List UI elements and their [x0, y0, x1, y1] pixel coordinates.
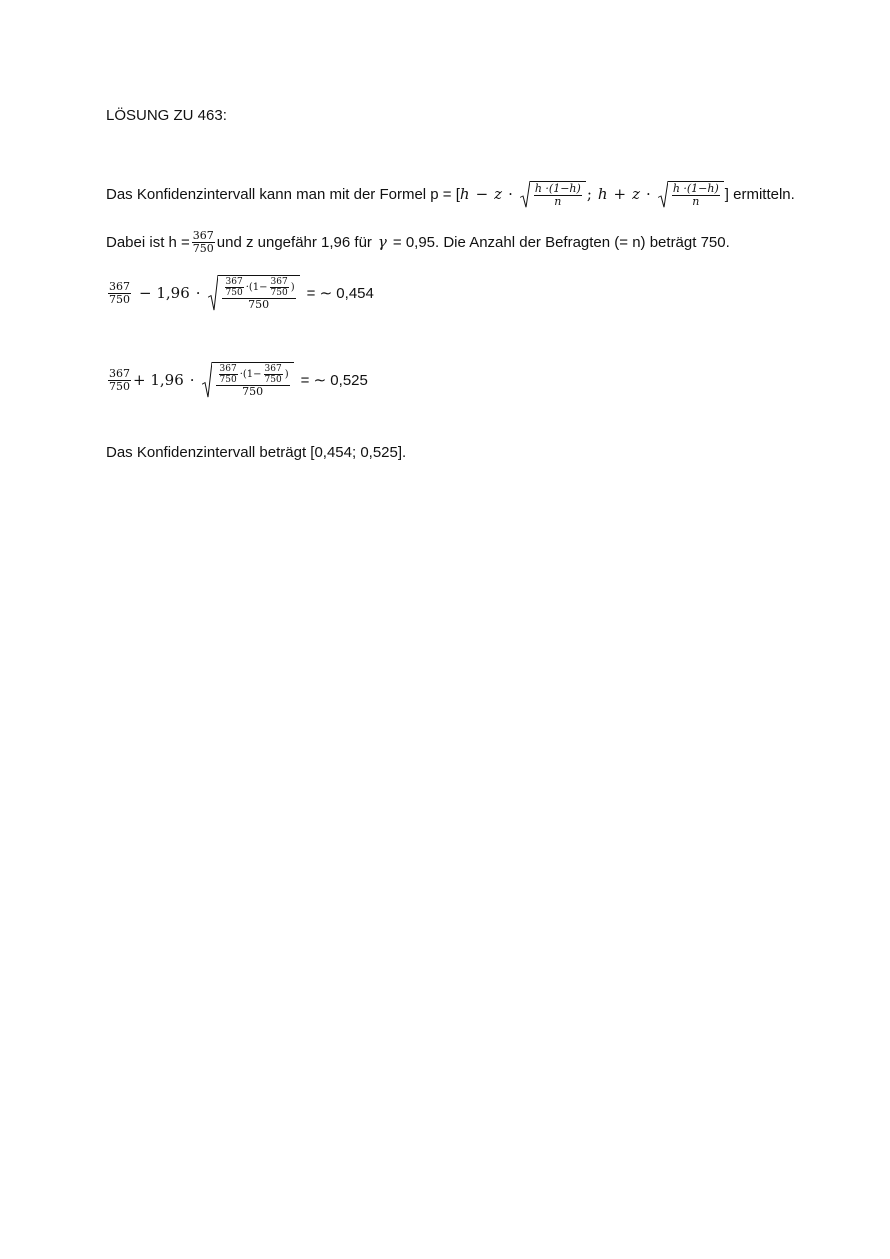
given-line	[106, 226, 730, 258]
page-heading: LÖSUNG ZU 463:	[106, 107, 227, 124]
upper-dot: ·	[189, 371, 195, 389]
formula-fraction-2: $\frac{h \cdot(1-h)}{n}$	[672, 181, 719, 208]
conclusion-text: Das Konfidenzintervall beträgt [0,454; 0,525].	[106, 444, 407, 461]
formula-separator: ;	[586, 185, 592, 203]
formula-z-2: z	[632, 185, 641, 203]
upper-outer-fraction: $\frac{367}{750}$ ·(1− $\frac{367}{750}$ ) 750	[216, 364, 290, 398]
formula-line	[106, 176, 795, 212]
lower-h-fraction: $\frac{367}{750}$	[109, 279, 130, 306]
upper-bound-calculation	[106, 359, 368, 401]
lower-dot: ·	[195, 284, 201, 302]
lower-outer-fraction: $\frac{367}{750}$ ·(1− $\frac{367}{750}$ ) 750	[222, 277, 296, 311]
formula-plus: +	[613, 185, 627, 203]
formula-suffix: ] ermitteln.	[724, 185, 795, 203]
formula-dot: ·	[508, 185, 513, 203]
sqrt-symbol	[520, 181, 586, 208]
formula-z: z	[494, 185, 503, 203]
sqrt-symbol	[658, 181, 724, 208]
lower-bound-calculation	[106, 272, 374, 314]
upper-operator: + 1,96	[133, 371, 184, 389]
formula-minus: −	[475, 185, 489, 203]
formula-h: h	[459, 185, 470, 203]
upper-result: = ∼ 0,525	[300, 372, 368, 389]
gamma-symbol: γ	[377, 233, 387, 251]
lower-result: = ∼ 0,454	[306, 285, 374, 302]
h-fraction: $\frac{367}{750}$	[192, 228, 214, 255]
given-middle: und z ungefähr 1,96 für	[216, 233, 372, 251]
lower-operator: − 1,96	[139, 284, 190, 302]
sqrt-symbol	[202, 362, 294, 398]
given-prefix: Dabei ist h =	[106, 233, 190, 251]
formula-fraction: $\frac{h \cdot(1-h)}{n}$	[534, 181, 581, 208]
upper-h-fraction: $\frac{367}{750}$	[109, 366, 130, 393]
formula-prefix: Das Konfidenzintervall kann man mit der Formel p = [	[106, 185, 460, 203]
formula-dot-2: ·	[646, 185, 651, 203]
sqrt-symbol	[208, 275, 300, 311]
given-suffix: = 0,95. Die Anzahl der Befragten (= n) beträgt 750.	[392, 233, 730, 251]
formula-h-2: h	[597, 185, 608, 203]
